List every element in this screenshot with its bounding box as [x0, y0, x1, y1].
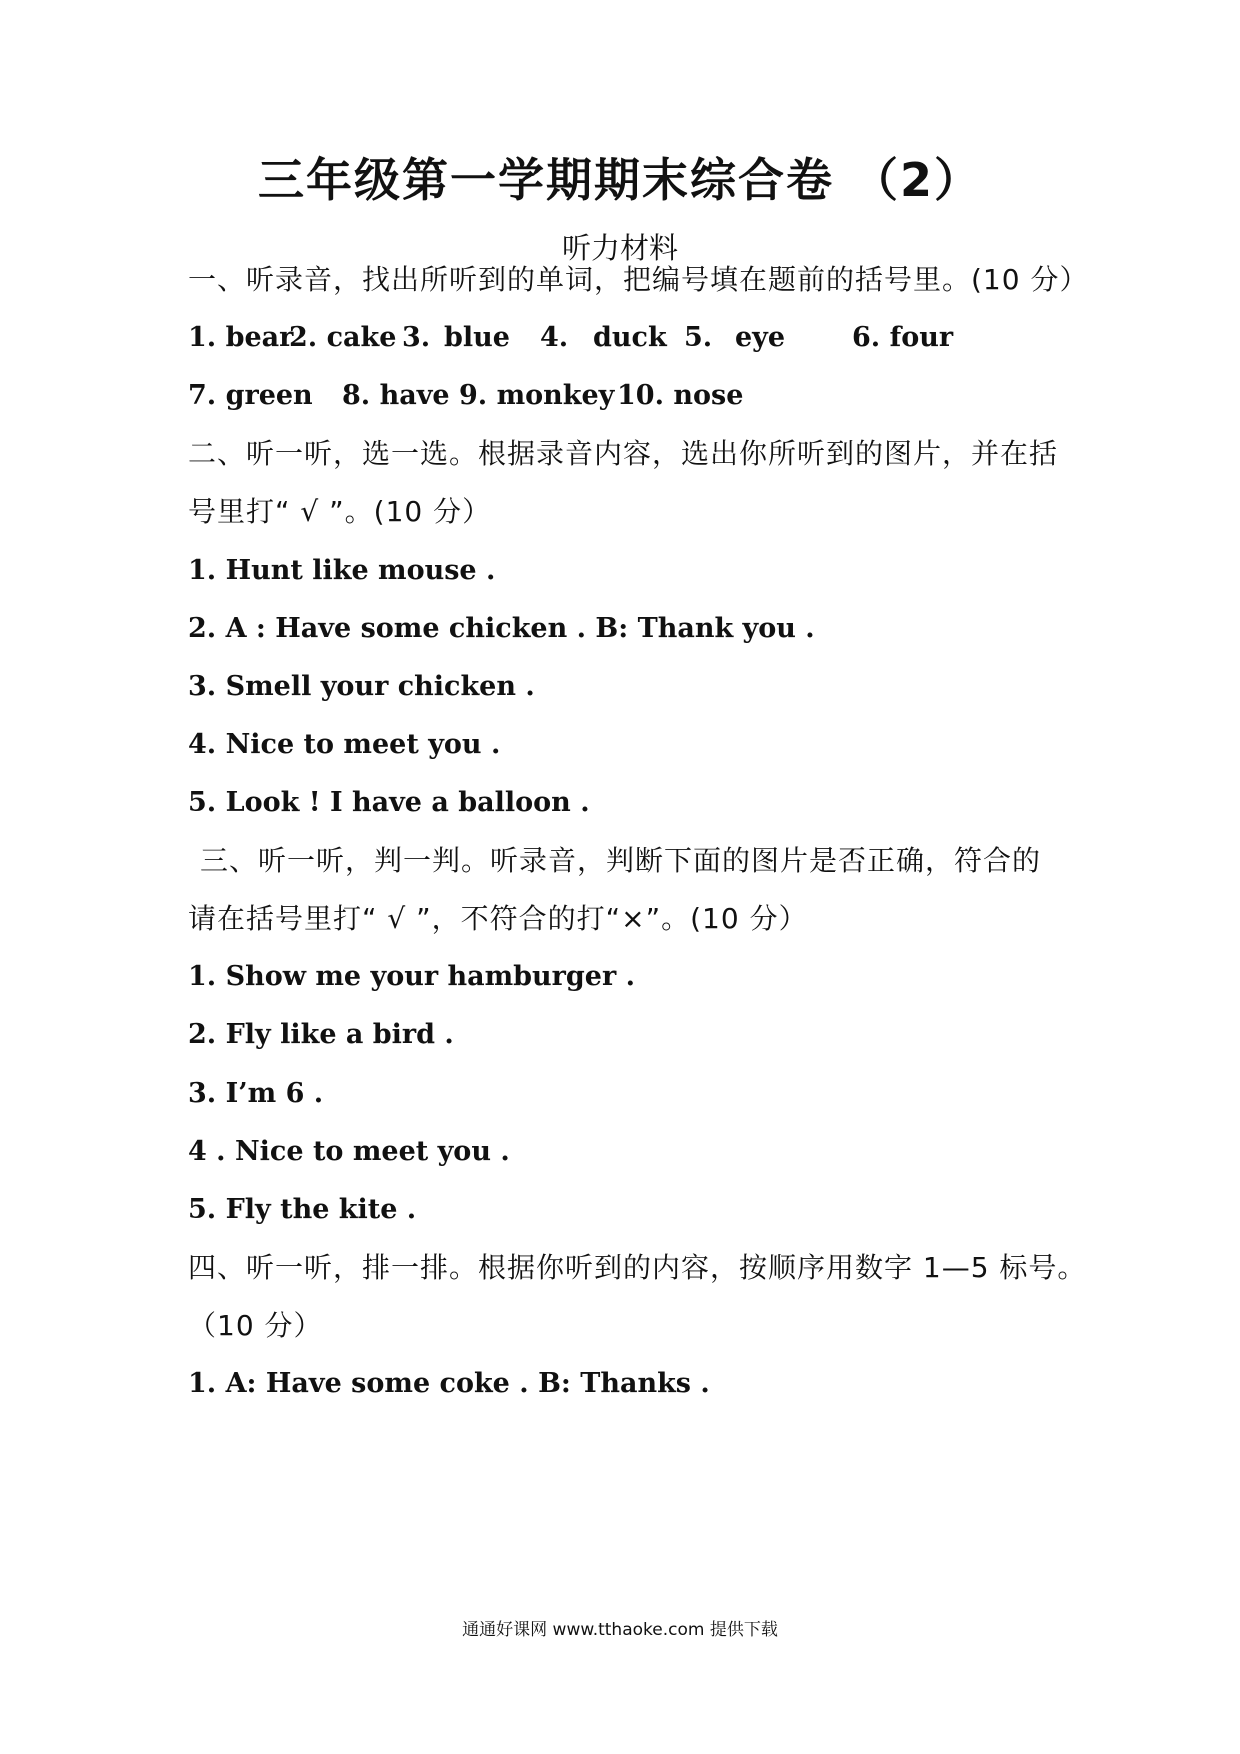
section-4-heading-line-2: （10 分） [188, 1309, 323, 1342]
section-2-item: 4. Nice to meet you . [188, 729, 501, 760]
word-item: 4. [540, 322, 569, 353]
word-item: 10. nose [617, 380, 744, 411]
section-3-item: 5. Fly the kite . [188, 1194, 417, 1225]
word-item: 8. have [342, 380, 450, 411]
word-item: 7. green [188, 380, 313, 411]
section-3-item: 4 . Nice to meet you . [188, 1136, 510, 1167]
word-item: eye [735, 322, 786, 353]
page-title: 三年级第一学期期末综合卷 （2） [257, 153, 983, 207]
section-2-item: 2. A : Have some chicken . B: Thank you . [188, 613, 815, 644]
word-item: 5. [684, 322, 713, 353]
section-4-heading-line-1: 四、听一听，排一排。根据你听到的内容，按顺序用数字 1—5 标号。 [188, 1251, 1087, 1284]
section-3-heading-line-1: 三、听一听，判一判。听录音，判断下面的图片是否正确，符合的 [200, 844, 1042, 877]
section-1-word-row-2 [188, 376, 743, 416]
section-1-word-row-1 [188, 318, 953, 358]
section-2-item: 5. Look ! I have a balloon . [188, 787, 590, 818]
section-3-item: 3. I’m 6 . [188, 1078, 324, 1109]
section-3-item: 2. Fly like a bird . [188, 1019, 454, 1050]
word-item: 3. [402, 322, 431, 353]
section-1-heading: 一、听录音，找出所听到的单词，把编号填在题前的括号里。(10 分） [188, 263, 1089, 296]
section-2-heading-line-1: 二、听一听，选一选。根据录音内容，选出你所听到的图片，并在括 [188, 437, 1059, 470]
section-2-item: 3. Smell your chicken . [188, 671, 535, 702]
word-item: 9. monkey [459, 380, 615, 411]
word-item: 6. four [852, 322, 954, 353]
section-3-item: 1. Show me your hamburger . [188, 961, 635, 992]
section-3-heading-line-2: 请在括号里打“ √ ”，不符合的打“×”。(10 分） [188, 902, 808, 935]
word-item: 2. cake [289, 322, 397, 353]
word-item: blue [444, 322, 510, 353]
section-2-item: 1. Hunt like mouse . [188, 555, 496, 586]
word-item: duck [593, 322, 667, 353]
page-footer: 通通好课网 www.tthaoke.com 提供下载 [462, 1620, 778, 1640]
section-2-heading-line-2: 号里打“ √ ”。(10 分） [188, 495, 492, 528]
section-4-item: 1. A: Have some coke . B: Thanks . [188, 1368, 710, 1399]
page-subtitle: 听力材料 [561, 231, 678, 265]
word-item: 1. bear [188, 322, 294, 353]
